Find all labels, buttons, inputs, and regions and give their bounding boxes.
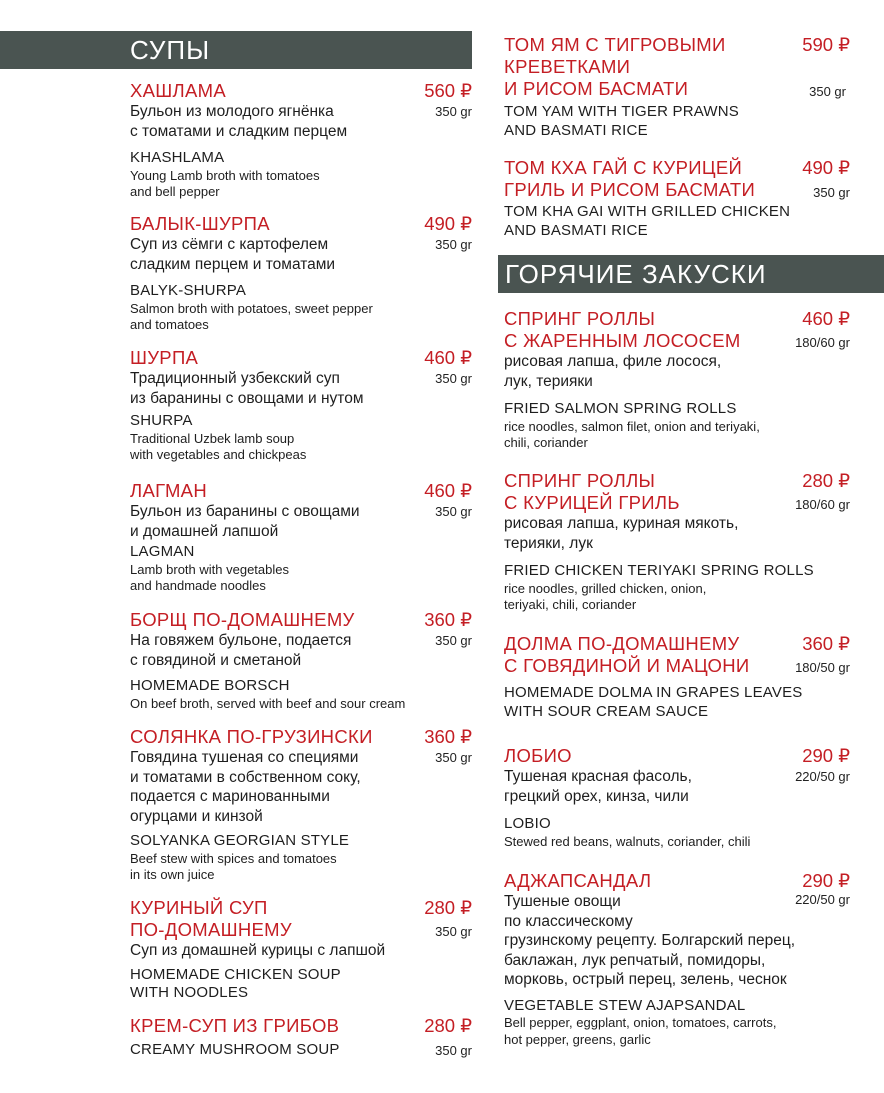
dish-name-en: KHASHLAMA xyxy=(130,149,225,166)
dish-name-en: HOMEMADE BORSCH xyxy=(130,677,290,694)
dish-price: 460 ₽ xyxy=(424,347,472,368)
dish-name-en: HOMEMADE CHICKEN SOUP WITH NOODLES xyxy=(130,965,341,1001)
menu-item xyxy=(130,609,472,712)
dish-price: 360 ₽ xyxy=(424,726,472,747)
section-title: ГОРЯЧИЕ ЗАКУСКИ xyxy=(505,259,767,289)
dish-name: БАЛЫК-ШУРПА xyxy=(130,213,270,234)
dish-name: ШУРПА xyxy=(130,347,199,368)
section-title: СУПЫ xyxy=(130,35,211,65)
dish-weight: 220/50 gr xyxy=(795,892,850,907)
dish-description-en: Beef stew with spices and tomatoes in its own juice xyxy=(130,850,337,882)
dish-name-en: TOM KHA GAI WITH GRILLED CHICKEN AND BASMATI RICE xyxy=(504,203,791,239)
dish-weight: 180/50 gr xyxy=(795,660,850,675)
dish-weight: 350 gr xyxy=(435,750,472,765)
dish-price: 490 ₽ xyxy=(424,213,472,234)
section-header-soups xyxy=(0,31,472,69)
menu-item xyxy=(504,633,850,721)
dish-description: Тушеная красная фасоль, грецкий орех, кинза, чили xyxy=(504,768,692,805)
dish-description: Традиционный узбекский суп из баранины с овощами и нутом xyxy=(130,370,364,407)
dish-description-en: On beef broth, served with beef and sour cream xyxy=(130,695,406,711)
dish-name-en: VEGETABLE STEW AJAPSANDAL xyxy=(504,996,746,1014)
dish-name: ТОМ ЯМ С ТИГРОВЫМИ КРЕВЕТКАМИ И РИСОМ БАСМАТИ xyxy=(504,34,726,99)
dish-name-en: SHURPA xyxy=(130,412,193,429)
menu-item xyxy=(504,470,850,614)
dish-weight: 350 gr xyxy=(435,104,472,119)
menu-item xyxy=(504,870,850,1048)
dish-price: 360 ₽ xyxy=(802,633,850,654)
menu-item xyxy=(504,308,850,452)
dish-weight: 350 gr xyxy=(435,924,472,939)
menu-item xyxy=(504,34,850,140)
dish-description: На говяжем бульоне, подается с говядиной и сметаной xyxy=(130,632,352,669)
dish-name-en: TOM YAM WITH TIGER PRAWNS AND BASMATI RICE xyxy=(504,103,740,139)
dish-name: СПРИНГ РОЛЛЫ С ЖАРЕННЫМ ЛОСОСЕМ xyxy=(504,308,741,351)
dish-weight: 350 gr xyxy=(809,84,846,99)
dish-description-en: Bell pepper, eggplant, onion, tomatoes, carrots, hot pepper, greens, garlic xyxy=(504,1015,777,1047)
section-header-hot-appetizers xyxy=(498,255,884,293)
dish-name: ЛАГМАН xyxy=(130,480,207,501)
dish-name: СПРИНГ РОЛЛЫ С КУРИЦЕЙ ГРИЛЬ xyxy=(504,470,680,513)
dish-weight: 350 gr xyxy=(435,237,472,252)
dish-description-en: Salmon broth with potatoes, sweet pepper and tomatoes xyxy=(130,300,373,332)
dish-name: КУРИНЫЙ СУП ПО-ДОМАШНЕМУ xyxy=(130,897,292,940)
menu-item xyxy=(130,213,472,334)
dish-name: СОЛЯНКА ПО-ГРУЗИНСКИ xyxy=(130,726,373,747)
menu-item xyxy=(130,897,472,1003)
menu-item xyxy=(504,157,850,240)
menu-item xyxy=(504,745,850,850)
menu-item xyxy=(130,726,472,884)
dish-name-en: FRIED CHICKEN TERIYAKI SPRING ROLLS xyxy=(504,562,814,579)
dish-price: 460 ₽ xyxy=(802,308,850,329)
dish-description: Суп из домашней курицы с лапшой xyxy=(130,942,386,959)
menu-item xyxy=(130,1015,472,1060)
dish-name: АДЖАПСАНДАЛ xyxy=(504,870,652,891)
dish-description: Тушеные овощи по классическому грузинскому рецепту. Болгарский перец, баклажан, лук репчатый, помидоры, морковь, острый перец, зелень, чеснок xyxy=(504,893,796,988)
dish-name: КРЕМ-СУП ИЗ ГРИБОВ xyxy=(130,1015,340,1036)
dish-description-en: Young Lamb broth with tomatoes and bell pepper xyxy=(130,167,320,199)
dish-description: Говядина тушеная со специями и томатами в собственном соку, подается с маринованными огурцами и кинзой xyxy=(130,749,361,825)
dish-name-en: LAGMAN xyxy=(130,543,195,560)
dish-name-en: HOMEMADE DOLMA IN GRAPES LEAVES WITH SOUR CREAM SAUCE xyxy=(504,684,803,720)
dish-weight: 350 gr xyxy=(435,504,472,519)
dish-description: Бульон из молодого ягнёнка с томатами и сладким перцем xyxy=(130,103,348,140)
dish-price: 360 ₽ xyxy=(424,609,472,630)
dish-name: БОРЩ ПО-ДОМАШНЕМУ xyxy=(130,609,355,630)
dish-name: ХАШЛАМА xyxy=(130,80,226,101)
dish-name: ТОМ КХА ГАЙ С КУРИЦЕЙ ГРИЛЬ И РИСОМ БАСМАТИ xyxy=(504,157,756,200)
dish-description-en: Traditional Uzbek lamb soup with vegetables and chickpeas xyxy=(130,430,307,462)
dish-weight: 350 gr xyxy=(435,633,472,648)
dish-price: 290 ₽ xyxy=(802,745,850,766)
dish-description: Бульон из баранины с овощами и домашней лапшой xyxy=(130,503,360,540)
menu-item xyxy=(130,480,472,595)
menu-item xyxy=(130,80,472,201)
dish-weight: 350 gr xyxy=(813,185,850,200)
dish-name: ДОЛМА ПО-ДОМАШНЕМУ С ГОВЯДИНОЙ И МАЦОНИ xyxy=(504,633,750,676)
dish-description-en: rice noodles, salmon filet, onion and teriyaki, chili, coriander xyxy=(504,418,760,450)
dish-name-en: SOLYANKA GEORGIAN STYLE xyxy=(130,832,350,849)
dish-price: 290 ₽ xyxy=(802,870,850,891)
dish-price: 280 ₽ xyxy=(424,1015,472,1036)
dish-name-en: BALYK-SHURPA xyxy=(130,282,247,299)
dish-price: 490 ₽ xyxy=(802,157,850,178)
dish-name: ЛОБИО xyxy=(504,745,572,766)
dish-price: 460 ₽ xyxy=(424,480,472,501)
dish-weight: 180/60 gr xyxy=(795,497,850,512)
dish-price: 280 ₽ xyxy=(802,470,850,491)
dish-weight: 220/50 gr xyxy=(795,769,850,784)
dish-weight: 350 gr xyxy=(435,371,472,386)
dish-description-en: Stewed red beans, walnuts, coriander, chili xyxy=(504,833,751,849)
dish-price: 560 ₽ xyxy=(424,80,472,101)
dish-weight: 180/60 gr xyxy=(795,335,850,350)
dish-description: рисовая лапша, куриная мякоть, терияки, лук xyxy=(504,515,739,552)
dish-name-en: CREAMY MUSHROOM SOUP xyxy=(130,1041,340,1058)
menu-item xyxy=(130,347,472,464)
dish-name-en: LOBIO xyxy=(504,815,551,832)
dish-name-en: FRIED SALMON SPRING ROLLS xyxy=(504,400,737,417)
dish-description: Суп из сёмги с картофелем сладким перцем и томатами xyxy=(130,236,336,273)
dish-description: рисовая лапша, филе лосося, лук, терияки xyxy=(504,353,722,390)
dish-price: 280 ₽ xyxy=(424,897,472,918)
dish-weight: 350 gr xyxy=(435,1043,472,1058)
dish-price: 590 ₽ xyxy=(802,34,850,55)
dish-description-en: Lamb broth with vegetables and handmade noodles xyxy=(130,561,289,593)
dish-description-en: rice noodles, grilled chicken, onion, teriyaki, chili, coriander xyxy=(504,580,707,612)
